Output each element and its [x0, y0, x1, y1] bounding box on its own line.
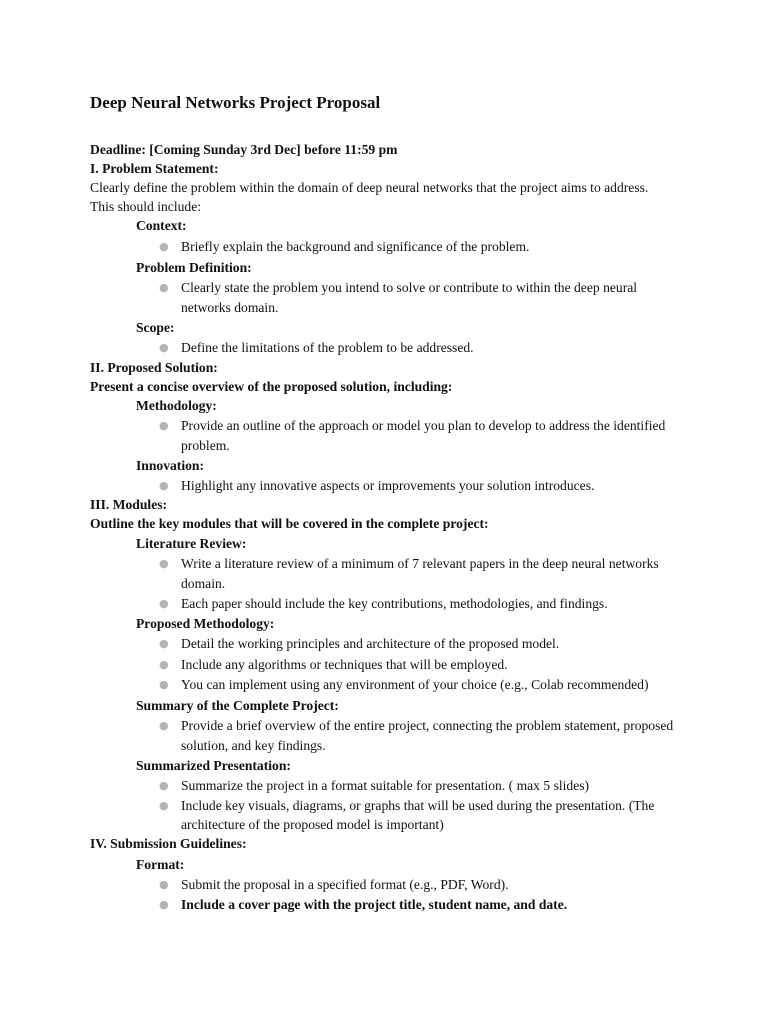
- bullet-icon: ●: [159, 240, 169, 253]
- bullet-icon: ●: [159, 557, 169, 570]
- paragraph-line: [90, 495, 690, 514]
- line-text: Present a concise overview of the proposed solution, including:: [90, 379, 453, 394]
- subsection-heading: [90, 257, 690, 278]
- line-text: Format:: [136, 857, 185, 872]
- line-text: Write a literature review of a minimum of 7 relevant papers in the deep neural networks domain.: [181, 556, 659, 591]
- line-text: II. Proposed Solution:: [90, 360, 218, 375]
- paragraph-line: [90, 178, 690, 197]
- line-text: Clearly state the problem you intend to solve or contribute to within the deep neural networks domain.: [181, 280, 638, 315]
- bullet-item: [90, 476, 681, 495]
- subsection-heading: [90, 455, 690, 476]
- line-text: Include a cover page with the project title, student name, and date.: [181, 897, 568, 912]
- line-text: Provide an outline of the approach or model you plan to develop to address the identified problem.: [181, 418, 666, 453]
- bullet-item: [90, 338, 681, 358]
- line-text: Submit the proposal in a specified format (e.g., PDF, Word).: [181, 877, 509, 892]
- line-text: Innovation:: [136, 458, 204, 473]
- bullet-item: [90, 593, 681, 614]
- bullet-icon: ●: [159, 779, 169, 792]
- bullet-icon: ●: [159, 479, 169, 492]
- line-text: Literature Review:: [136, 536, 247, 551]
- line-text: Define the limitations of the problem to be addressed.: [181, 340, 474, 355]
- bullet-item: [90, 236, 681, 257]
- subsection-heading: [90, 755, 690, 776]
- line-text: Briefly explain the background and significance of the problem.: [181, 239, 530, 254]
- line-text: Deadline: [Coming Sunday 3rd Dec] before 11:59 pm: [90, 142, 398, 157]
- line-text: You can implement using any environment of your choice (e.g., Colab recommended): [181, 677, 649, 692]
- line-text: Scope:: [136, 320, 175, 335]
- bullet-item: [90, 796, 681, 834]
- subsection-heading: [90, 317, 690, 338]
- paragraph-line: [90, 140, 690, 159]
- line-text: Summarize the project in a format suitable for presentation. ( max 5 slides): [181, 778, 590, 793]
- bullet-item: [90, 416, 681, 455]
- bullet-item: [90, 875, 681, 895]
- subsection-heading: [90, 695, 690, 716]
- subsection-heading: [90, 614, 690, 634]
- bullet-icon: ●: [159, 419, 169, 432]
- bullet-icon: ●: [159, 341, 169, 354]
- line-text: Summary of the Complete Project:: [136, 698, 339, 713]
- paragraph-line: [90, 377, 690, 396]
- line-text: Summarized Presentation:: [136, 758, 291, 773]
- bullet-item: [90, 278, 681, 317]
- bullet-icon: ●: [159, 878, 169, 891]
- bullet-icon: ●: [159, 719, 169, 732]
- subsection-heading: [90, 533, 690, 554]
- document-body: [90, 140, 690, 915]
- document-title: Deep Neural Networks Project Proposal: [90, 93, 381, 112]
- bullet-item: [90, 895, 681, 915]
- line-text: Clearly define the problem within the domain of deep neural networks that the project aims to address.: [90, 180, 649, 195]
- paragraph-line: [90, 514, 690, 533]
- subsection-heading: [90, 396, 690, 416]
- bullet-item: [90, 634, 681, 654]
- line-text: Provide a brief overview of the entire project, connecting the problem statement, proposed solution, and key findings.: [181, 718, 674, 753]
- bullet-icon: ●: [159, 281, 169, 294]
- line-text: Detail the working principles and architecture of the proposed model.: [181, 636, 560, 651]
- bullet-icon: ●: [159, 898, 169, 911]
- paragraph-line: [90, 159, 690, 178]
- bullet-item: [90, 776, 681, 796]
- subsection-heading: [90, 854, 690, 875]
- paragraph-line: [90, 197, 690, 216]
- line-text: Outline the key modules that will be covered in the complete project:: [90, 516, 489, 531]
- bullet-icon: ●: [159, 637, 169, 650]
- line-text: III. Modules:: [90, 497, 168, 512]
- bullet-item: [90, 554, 681, 593]
- bullet-icon: ●: [159, 799, 169, 812]
- bullet-icon: ●: [159, 678, 169, 691]
- line-text: This should include:: [90, 199, 202, 214]
- bullet-icon: ●: [159, 597, 169, 610]
- line-text: Methodology:: [136, 398, 217, 413]
- line-text: Context:: [136, 218, 187, 233]
- line-text: I. Problem Statement:: [90, 161, 219, 176]
- line-text: Problem Definition:: [136, 260, 252, 275]
- line-text: IV. Submission Guidelines:: [90, 836, 247, 851]
- bullet-item: [90, 675, 681, 695]
- line-text: Proposed Methodology:: [136, 616, 275, 631]
- line-text: Highlight any innovative aspects or improvements your solution introduces.: [181, 478, 595, 493]
- paragraph-line: [90, 358, 690, 377]
- paragraph-line: [90, 834, 690, 854]
- line-text: Include any algorithms or techniques that will be employed.: [181, 657, 508, 672]
- subsection-heading: [90, 216, 690, 236]
- line-text: Each paper should include the key contributions, methodologies, and findings.: [181, 596, 608, 611]
- line-text: Include key visuals, diagrams, or graphs that will be used during the presentation. (The architecture of the proposed model is important): [181, 798, 655, 832]
- bullet-item: [90, 654, 681, 675]
- bullet-item: [90, 716, 681, 755]
- bullet-icon: ●: [159, 658, 169, 671]
